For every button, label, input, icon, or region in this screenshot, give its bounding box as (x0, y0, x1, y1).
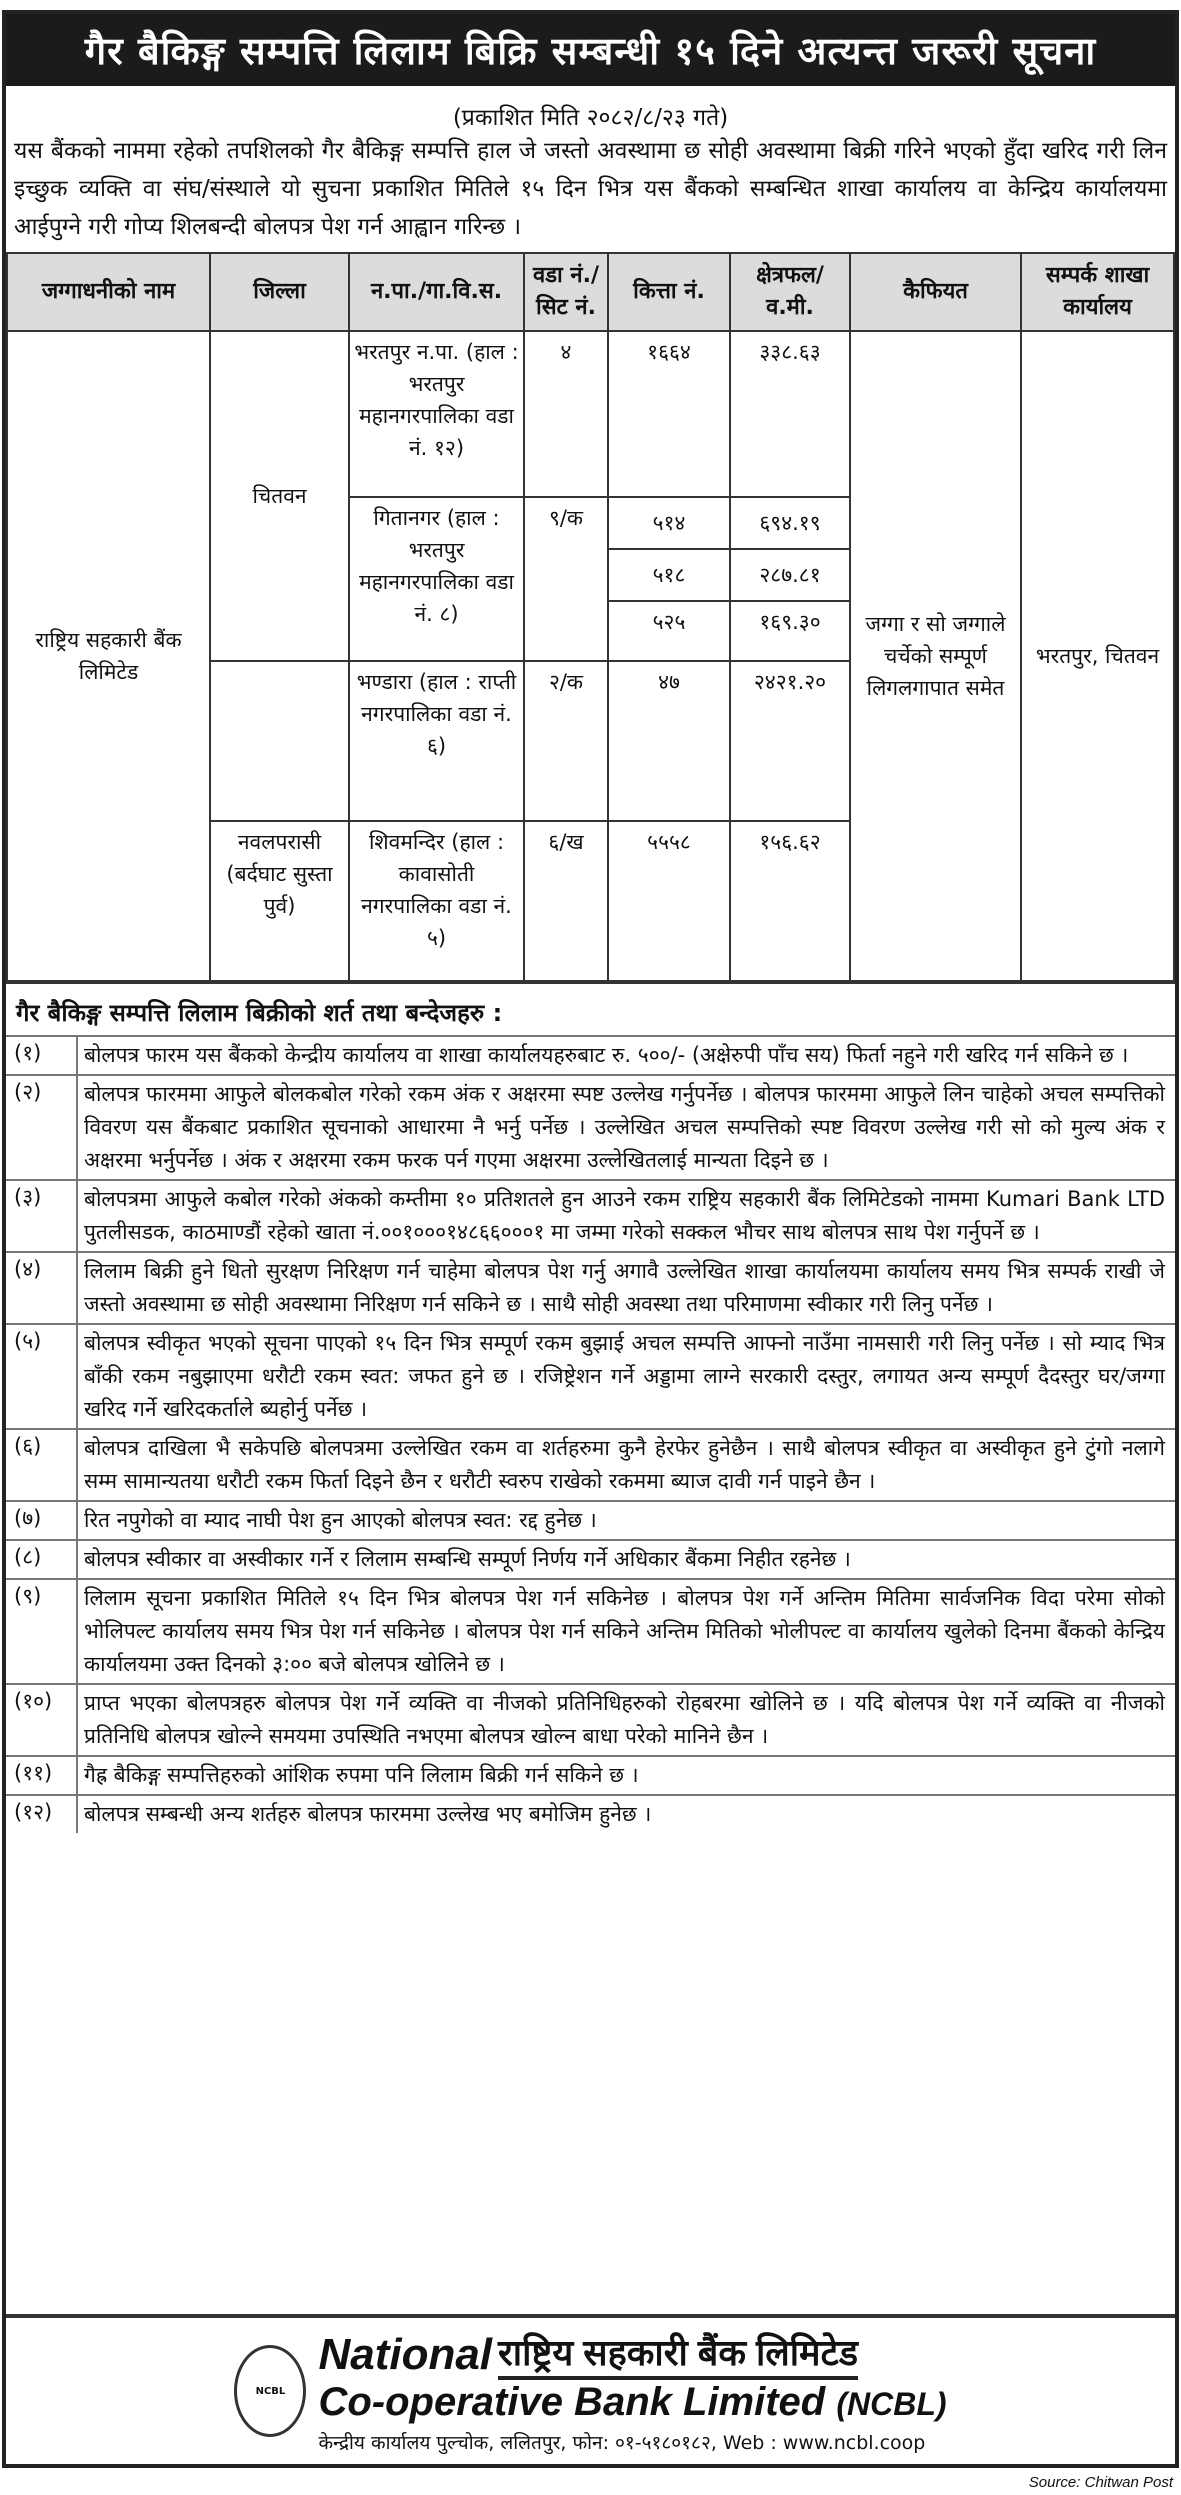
brand-en-2: Co-operative Bank Limited (318, 2380, 826, 2424)
ward-cell: ४ (524, 331, 608, 497)
header-branch: सम्पर्क शाखा कार्यालय (1021, 253, 1174, 331)
condition-item (6, 1755, 1175, 1794)
condition-number: (११) (14, 1761, 53, 1785)
condition-number: (९) (14, 1584, 42, 1608)
header-owner: जग्गाधनीको नाम (7, 253, 210, 331)
condition-item (6, 1035, 1175, 1074)
owner-cell: राष्ट्रिय सहकारी बैंक लिमिटेड (7, 331, 210, 981)
condition-number: (१) (14, 1041, 42, 1065)
remarks-cell: जग्गा र सो जग्गाले चर्चेको सम्पूर्ण लिगलगापात समेत (850, 331, 1021, 981)
condition-item (6, 1578, 1175, 1683)
condition-number: (३) (14, 1185, 42, 1209)
condition-number: (८) (14, 1545, 42, 1569)
condition-text: बोलपत्र दाखिला भै सकेपछि बोलपत्रमा उल्लेखित रकम वा शर्तहरुमा कुनै हेरफेर हुनेछैन । साथै बोलपत्र स्वीकृत वा अस्वीकृत हुने टुंगो नलागे सम्म सामान्यतया धरौटी रकम फिर्ता दिइने छैन र धरौटी स्वरुप राखेको रकममा ब्याज दावी गर्न पाइने छैन । (76, 1430, 1175, 1500)
condition-text: बोलपत्र फारममा आफुले बोलकबोल गरेको रकम अंक र अक्षरमा स्पष्ट उल्लेख गर्नुपर्नेछ । बोलपत्र फारममा आफुले लिन चाहेको अचल सम्पत्तिको विवरण यस बैंकबाट प्रकाशित सूचनाको आधारमा नै भर्नु पर्नेछ । उल्लेखित अचल सम्पत्तिको स्पष्ट विवरण उल्लेख गरी सो को मुल्य अंक र अक्षरमा भर्नुपर्नेछ । अंक र अक्षरमा रकम फरक पर्न गएमा अक्षरमा उल्लेखितलाई मान्यता दिइने छ । (76, 1076, 1175, 1179)
intro-paragraph: यस बैंकको नाममा रहेको तपशिलको गैर बैकिङ्ग सम्पत्ति हाल जे जस्तो अवस्थामा छ सोही अवस्थामा बिक्री गरिने भएको हुँदा खरिद गरी लिन इच्छुक व्यक्ति वा संघ/संस्थाले यो सुचना प्रकाशित मितिले १५ दिन भित्र यस बैंकको सम्बन्धित शाखा कार्यालय वा केन्द्रिय कार्यालयमा आईपुग्ने गरी गोप्य शिलबन्दी बोलपत्र पेश गर्न आह्वान गरिन्छ । (14, 138, 1167, 240)
kitta-cell: ५१४ (608, 497, 730, 549)
condition-number: (१२) (14, 1800, 53, 1824)
publish-date: (प्रकाशित मिति २०८२/८/२३ गते) (452, 105, 729, 131)
header-ward: वडा नं./ सिट नं. (524, 253, 608, 331)
header-kitta: कित्ता नं. (608, 253, 730, 331)
brand-en-1: National (318, 2330, 493, 2379)
condition-item (6, 1074, 1175, 1179)
kitta-cell: १६६४ (608, 331, 730, 497)
conditions-title: गैर बैकिङ्ग सम्पत्ति लिलाम बिक्रीको शर्त तथा बन्देजहरु : (6, 982, 1175, 1035)
notice-title: गैर बैकिङ्ग सम्पत्ति लिलाम बिक्रि सम्बन्धी १५ दिने अत्यन्त जरूरी सूचना (6, 14, 1175, 86)
condition-text: बोलपत्र स्वीकार वा अस्वीकार गर्ने र लिलाम सम्बन्धि सम्पूर्ण निर्णय गर्ने अधिकार बैंकमा निहीत रहनेछ । (76, 1541, 1175, 1578)
table-header (7, 253, 1174, 331)
district-cell: नवलपरासी (बर्दघाट सुस्ता पुर्व) (210, 821, 349, 981)
brand-np: राष्ट्रिय सहकारी बैंक लिमिटेड (498, 2327, 858, 2380)
condition-text: बोलपत्र स्वीकृत भएको सूचना पाएको १५ दिन भित्र सम्पूर्ण रकम बुझाई अचल सम्पत्ति आफ्नो नाउँमा नामसारी गरी लिनु पर्नेछ । सो म्याद भित्र बाँकी रकम नबुझाएमा धरौटी रकम स्वत: जफत हुने छ । रजिष्ट्रेशन गर्ने अड्डामा लाग्ने सरकारी दस्तुर, लगायत अन्य सम्पूर्ण दैदस्तुर घर/जग्गा खरिद गर्ने खरिदकर्ताले ब्यहोर्नु पर्नेछ । (76, 1325, 1175, 1428)
condition-item (6, 1323, 1175, 1428)
condition-number: (२) (14, 1080, 42, 1104)
municipality-cell: भरतपुर न.पा. (हाल : भरतपुर महानगरपालिका वडा नं. १२) (349, 331, 524, 497)
condition-text: बोलपत्र सम्बन्धी अन्य शर्तहरु बोलपत्र फारममा उल्लेख भए बमोजिम हुनेछ । (76, 1796, 1175, 1833)
branch-cell: भरतपुर, चितवन (1021, 331, 1174, 981)
municipality-cell: भण्डारा (हाल : राप्ती नगरपालिका वडा नं. ६) (349, 661, 524, 821)
condition-text: गैह्र बैकिङ्ग सम्पत्तिहरुको आंशिक रुपमा पनि लिलाम बिक्री गर्न सकिने छ । (76, 1757, 1175, 1794)
kitta-cell: ५२५ (608, 601, 730, 661)
district-cell: चितवन (210, 331, 349, 661)
condition-text: बोलपत्रमा आफुले कबोल गरेको अंकको कम्तीमा १० प्रतिशतले हुन आउने रकम राष्ट्रिय सहकारी बैंक लिमिटेडको नाममा Kumari Bank LTD पुतलीसडक, काठमाण्डौं रहेको खाता नं.००१०००१४८६६०००१ मा जम्मा गरेको सक्कल भौचर साथ बोलपत्र साथ पेश गर्नुपर्ने छ । (76, 1181, 1175, 1251)
kitta-cell: ४७ (608, 661, 730, 821)
condition-text: रित नपुगेको वा म्याद नाघी पेश हुन आएको बोलपत्र स्वत: रद्द हुनेछ । (76, 1502, 1175, 1539)
condition-item (6, 1500, 1175, 1539)
condition-number: (६) (14, 1434, 42, 1458)
ward-cell: ९/क (524, 497, 608, 661)
municipality-cell: गितानगर (हाल : भरतपुर महानगरपालिका वडा नं. ८) (349, 497, 524, 661)
footer (6, 2314, 1175, 2464)
condition-text: लिलाम सूचना प्रकाशित मितिले १५ दिन भित्र बोलपत्र पेश गर्न सकिनेछ । बोलपत्र पेश गर्ने अन्तिम मितिमा सार्वजनिक विदा परेमा सोको भोलिपल्ट कार्यालय समय भित्र पेश गर्न सकिनेछ । बोलपत्र पेश गर्न सकिने अन्तिम मितिको भोलीपल्ट वा कार्यालय खुलेको दिनमा बैंकको केन्द्रिय कार्यालयमा उक्त दिनको ३:०० बजे बोलपत्र खोलिने छ । (76, 1580, 1175, 1683)
header-area: क्षेत्रफल/ व.मी. (730, 253, 850, 331)
conditions-list (6, 1035, 1175, 1833)
condition-number: (७) (14, 1506, 42, 1530)
bank-brand (318, 2327, 946, 2455)
district-cell-continued (210, 661, 349, 821)
bank-logo (234, 2345, 306, 2437)
condition-item (6, 1428, 1175, 1500)
condition-number: (१०) (14, 1689, 53, 1713)
notice (2, 10, 1179, 2468)
bank-address: केन्द्रीय कार्यालय पुल्चोक, ललितपुर, फोन: ०१-५१८०१८२, Web : www.ncbl.coop (318, 2432, 926, 2454)
table-row (7, 331, 1174, 497)
condition-item (6, 1179, 1175, 1251)
condition-text: बोलपत्र फारम यस बैंकको केन्द्रीय कार्यालय वा शाखा कार्यालयहरुबाट रु. ५००/- (अक्षेरुपी पाँच सय) फिर्ता नहुने गरी खरिद गर्न सकिने छ । (76, 1037, 1175, 1074)
condition-number: (५) (14, 1329, 42, 1353)
ward-cell: ६/ख (524, 821, 608, 981)
logo-text: NCBL (255, 2385, 286, 2397)
condition-item (6, 1794, 1175, 1833)
header-remarks: कैफियत (850, 253, 1021, 331)
condition-item (6, 1251, 1175, 1323)
property-table (6, 252, 1175, 982)
municipality-cell: शिवमन्दिर (हाल : कावासोती नगरपालिका वडा नं. ५) (349, 821, 524, 981)
condition-text: प्राप्त भएका बोलपत्रहरु बोलपत्र पेश गर्ने व्यक्ति वा नीजको प्रतिनिधिहरुको रोहबरमा खोलिने छ । यदि बोलपत्र पेश गर्ने व्यक्ति वा नीजको प्रतिनिधि बोलपत्र खोल्ने समयमा उपस्थिति नभएमा बोलपत्र खोल्न बाधा परेको मानिने छैन । (76, 1685, 1175, 1755)
kitta-cell: ५१८ (608, 549, 730, 601)
header-district: जिल्ला (210, 253, 349, 331)
area-cell: १५६.६२ (730, 821, 850, 981)
condition-number: (४) (14, 1257, 42, 1281)
area-cell: २४२१.२० (730, 661, 850, 821)
area-cell: ६९४.१९ (730, 497, 850, 549)
kitta-cell: ५५५८ (608, 821, 730, 981)
brand-abbr: (NCBL) (836, 2386, 947, 2422)
ward-cell: २/क (524, 661, 608, 821)
area-cell: ३३८.६३ (730, 331, 850, 497)
condition-text: लिलाम बिक्री हुने धितो सुरक्षण निरिक्षण गर्न चाहेमा बोलपत्र पेश गर्नु अगावै उल्लेखित शाखा कार्यालयमा कार्यालय समय भित्र सम्पर्क राखी जे जस्तो अवस्थामा छ सोही अवस्थामा निरिक्षण गर्न सकिने छ । साथै सोही अवस्था तथा परिमाणमा स्वीकार गरी लिनु पर्नेछ । (76, 1253, 1175, 1323)
header-municipality: न.पा./गा.वि.स. (349, 253, 524, 331)
area-cell: १६९.३० (730, 601, 850, 661)
condition-item (6, 1539, 1175, 1578)
area-cell: २८७.८१ (730, 549, 850, 601)
source-credit: Source: Chitwan Post (1028, 2474, 1173, 2491)
condition-item (6, 1683, 1175, 1755)
